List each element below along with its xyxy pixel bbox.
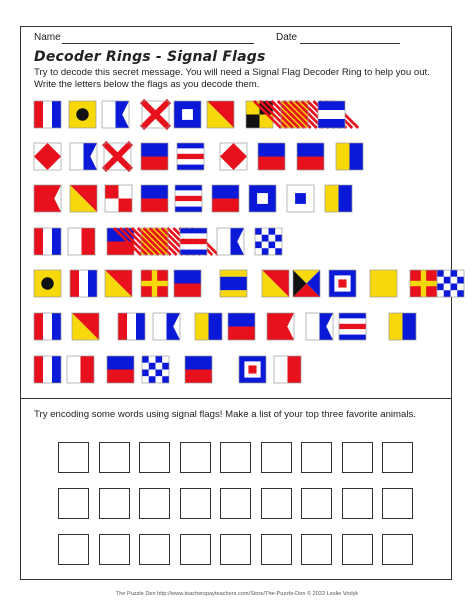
encode-box[interactable]	[342, 488, 373, 519]
charlie-flag-icon	[180, 228, 207, 255]
encode-box[interactable]	[382, 442, 413, 473]
alfa-flag-icon	[102, 101, 129, 128]
quebec-flag-icon	[370, 270, 397, 297]
encode-box[interactable]	[180, 488, 211, 519]
whiskey-flag-icon	[329, 270, 356, 297]
kilo-flag-icon	[325, 185, 352, 212]
echo-flag-icon	[185, 356, 212, 383]
echo-flag-icon	[297, 143, 324, 170]
echo-flag-icon	[228, 313, 255, 340]
bravo-flag-icon	[34, 185, 61, 212]
india-flag-icon	[34, 270, 61, 297]
charlie-flag-icon	[177, 143, 204, 170]
november-flag-icon	[255, 228, 282, 255]
victor-flag-icon	[104, 143, 131, 170]
victor-flag-icon	[142, 101, 169, 128]
tango-flag-icon	[34, 228, 61, 255]
encode-box[interactable]	[220, 534, 251, 565]
encode-box[interactable]	[180, 534, 211, 565]
foxtrot-flag-icon	[220, 143, 247, 170]
echo-flag-icon	[107, 356, 134, 383]
romeo-flag-icon	[141, 270, 168, 297]
echo-flag-icon	[141, 185, 168, 212]
tango-flag-icon	[118, 313, 145, 340]
tango-flag-icon	[34, 101, 61, 128]
oscar-flag-icon	[72, 313, 99, 340]
kilo-flag-icon	[389, 313, 416, 340]
kilo-flag-icon	[195, 313, 222, 340]
alfa-flag-icon	[306, 313, 333, 340]
encode-box[interactable]	[58, 534, 89, 565]
echo-flag-icon	[141, 143, 168, 170]
encode-box[interactable]	[342, 442, 373, 473]
name-label: Name	[34, 32, 61, 43]
november-flag-icon	[437, 270, 464, 297]
charlie-flag-icon	[339, 313, 366, 340]
bravo-flag-icon	[267, 313, 294, 340]
oscar-flag-icon	[207, 101, 234, 128]
india-flag-icon	[69, 101, 96, 128]
sierra-flag-icon	[287, 185, 314, 212]
encode-box[interactable]	[139, 442, 170, 473]
encode-box[interactable]	[301, 442, 332, 473]
encode-box[interactable]	[58, 488, 89, 519]
encode-box[interactable]	[139, 488, 170, 519]
charlie-flag-icon	[175, 185, 202, 212]
papa-flag-icon	[174, 101, 201, 128]
oscar-flag-icon	[262, 270, 289, 297]
uniform-flag-icon	[105, 185, 132, 212]
november-flag-icon	[142, 356, 169, 383]
date-label: Date	[276, 32, 298, 43]
oscar-flag-icon	[105, 270, 132, 297]
encode-box[interactable]	[220, 442, 251, 473]
date-line[interactable]	[300, 43, 400, 44]
delta-flag-icon	[220, 270, 247, 297]
foxtrot-flag-icon	[34, 143, 61, 170]
hotel-flag-icon	[67, 356, 94, 383]
encode-box[interactable]	[382, 534, 413, 565]
echo-flag-icon	[212, 185, 239, 212]
encode-box[interactable]	[261, 488, 292, 519]
kilo-flag-icon	[336, 143, 363, 170]
worksheet-title: Decoder Rings - Signal Flags	[34, 49, 266, 65]
encode-prompt: Try encoding some words using signal flags! Make a list of your top three favorite animals.	[34, 409, 416, 420]
echo-flag-icon	[174, 270, 201, 297]
yankee-flag-icon	[141, 228, 168, 255]
encode-box[interactable]	[180, 442, 211, 473]
tango-flag-icon	[70, 270, 97, 297]
encode-box[interactable]	[382, 488, 413, 519]
encode-box[interactable]	[261, 534, 292, 565]
papa-flag-icon	[249, 185, 276, 212]
instructions-text: Try to decode this secret message. You will need a Signal Flag Decoder Ring to help you out. Write the letters below the flags as you decode them.	[34, 67, 430, 90]
name-line[interactable]	[62, 43, 254, 44]
alfa-flag-icon	[217, 228, 244, 255]
alfa-flag-icon	[153, 313, 180, 340]
juliett-flag-icon	[318, 101, 345, 128]
encode-box[interactable]	[99, 442, 130, 473]
encode-box[interactable]	[301, 488, 332, 519]
encode-box[interactable]	[99, 534, 130, 565]
echo-flag-icon	[258, 143, 285, 170]
zulu-flag-icon	[293, 270, 320, 297]
encode-box[interactable]	[301, 534, 332, 565]
hotel-flag-icon	[68, 228, 95, 255]
encode-box[interactable]	[342, 534, 373, 565]
yankee-flag-icon	[281, 101, 308, 128]
whiskey-flag-icon	[239, 356, 266, 383]
encode-box[interactable]	[99, 488, 130, 519]
hotel-flag-icon	[274, 356, 301, 383]
encode-box[interactable]	[220, 488, 251, 519]
oscar-flag-icon	[70, 185, 97, 212]
tango-flag-icon	[34, 356, 61, 383]
alfa-flag-icon	[70, 143, 97, 170]
encode-box[interactable]	[261, 442, 292, 473]
romeo-flag-icon	[410, 270, 437, 297]
section-divider	[20, 398, 452, 399]
encode-box[interactable]	[139, 534, 170, 565]
footer-credit: The Puzzle Den http://www.teacherspayteachers.com/Store/The-Puzzle-Den © 2022 Leslie Vrolyk	[115, 591, 359, 597]
tango-flag-icon	[34, 313, 61, 340]
encode-box[interactable]	[58, 442, 89, 473]
